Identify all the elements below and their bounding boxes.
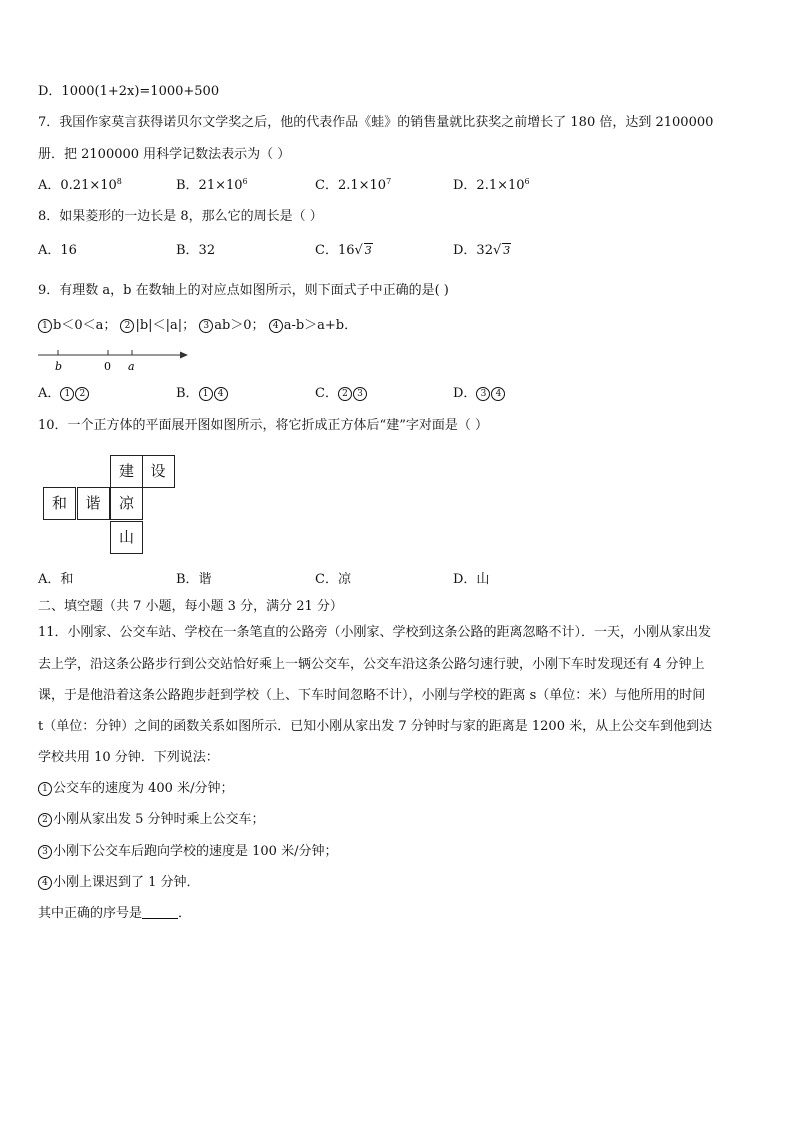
- q11-line1: 11．小刚家、公交车站、学校在一条笔直的公路旁（小刚家、学校到这条公路的距离忽略不计）．一天，小刚从家出发: [38, 625, 712, 640]
- circled-number: 2: [338, 387, 352, 401]
- circled-number: 3: [38, 845, 52, 859]
- q9-stem: 9．有理数 a，b 在数轴上的对应点如图所示，则下面式子中正确的是( ): [38, 283, 449, 298]
- circled-number: 1: [60, 387, 74, 401]
- circled-number: 3: [199, 319, 213, 333]
- circled-number: 4: [269, 319, 283, 333]
- circled-number: 1: [38, 782, 52, 796]
- label-zero: 0: [104, 360, 111, 373]
- q7-options: [38, 177, 758, 195]
- q9-option-a[interactable]: A． 1 2: [38, 385, 90, 403]
- q11-line3: 课，于是他沿着这条公路跑步赶到学校（上、下车时间忽略不计），小刚与学校的距离 s（单位：米）与他所用的时间: [38, 688, 706, 703]
- q11-statement-2: 2 小刚从家出发 5 分钟时乘上公交车；: [38, 811, 265, 829]
- q6-option-d: D．1000(1+2x)=1000+500: [38, 84, 220, 99]
- number-line-arrow: [180, 352, 188, 359]
- q11-line5: 学校共用 10 分钟．下列说法：: [38, 750, 219, 765]
- q11-line4: t（单位：分钟）之间的函数关系如图所示．已知小刚从家出发 7 分钟时与家的距离是 1200 米，从上公交车到他到达: [38, 719, 713, 734]
- q9-option-c[interactable]: C． 2 3: [315, 385, 368, 403]
- q10-option-b[interactable]: B．谐: [176, 572, 212, 587]
- q10-cube-net: [43, 455, 183, 559]
- sqrt-symbol: √: [354, 243, 363, 258]
- label-a: a: [128, 360, 135, 373]
- circled-number: 1: [199, 387, 213, 401]
- net-cell-liang: 凉: [110, 487, 143, 520]
- q8-option-a[interactable]: A．16: [38, 243, 77, 258]
- q9-option-d[interactable]: D． 3 4: [453, 385, 506, 403]
- circled-number: 2: [120, 319, 134, 333]
- q11-statement-4: 4 小刚上课迟到了 1 分钟．: [38, 874, 200, 892]
- q8-option-c[interactable]: C．16√ 3: [315, 243, 372, 258]
- q7-option-d[interactable]: D．$2.1\times 10^6$: [453, 177, 530, 193]
- q10-options: [38, 571, 758, 589]
- q11-line2: 去上学，沿这条公路步行到公交站恰好乘上一辆公交车，公交车沿这条公路匀速行驶，小刚下车时发现还有 4 分钟上: [38, 657, 705, 672]
- circled-number: 3: [353, 387, 367, 401]
- q8-stem: 8．如果菱形的一边长是 8，那么它的周长是（ ）: [38, 209, 323, 224]
- circled-number: 4: [214, 387, 228, 401]
- q9-option-b[interactable]: B． 1 4: [176, 385, 229, 403]
- q11-statement-1: 1 公交车的速度为 400 米/分钟；: [38, 780, 233, 798]
- q10-option-d[interactable]: D．山: [453, 572, 490, 587]
- circled-number: 4: [491, 387, 505, 401]
- q11-statement-3: 3 小刚下公交车后跑向学校的速度是 100 米/分钟；: [38, 843, 337, 861]
- q10-option-c[interactable]: C．凉: [315, 572, 351, 587]
- q9-number-line: [36, 345, 196, 375]
- q10-option-a[interactable]: A．和: [38, 572, 74, 587]
- q8-option-b[interactable]: B．32: [176, 243, 216, 258]
- q8-option-d[interactable]: D．32√ 3: [453, 243, 511, 258]
- q7-option-b[interactable]: B．$21\times 10^6$: [176, 177, 248, 193]
- circled-number: 2: [75, 387, 89, 401]
- net-cell-he: 和: [43, 487, 76, 520]
- q11-answer-line: 其中正确的序号是 ．: [38, 906, 192, 921]
- circled-number: 1: [38, 319, 52, 333]
- sqrt-symbol: √: [492, 243, 502, 258]
- circled-number: 2: [38, 813, 52, 827]
- net-cell-xie: 谐: [77, 487, 110, 520]
- q10-stem: 10．一个正方体的平面展开图如图所示，将它折成正方体后“建”字对面是（ ）: [38, 418, 488, 433]
- circled-number: 4: [38, 876, 52, 890]
- q8-options: [38, 242, 758, 260]
- q9-statements: 1 b＜0＜a； 2 |b|＜|a|； 3 ab＞0； 4 a-b＞a+b．: [38, 317, 357, 335]
- q9-options: [38, 385, 758, 403]
- net-cell-shan: 山: [110, 521, 143, 554]
- answer-blank[interactable]: [142, 906, 178, 919]
- net-cell-she: 设: [142, 455, 175, 488]
- label-b: b: [55, 360, 63, 373]
- q7-option-c[interactable]: C．$2.1\times 10^7$: [315, 177, 392, 193]
- circled-number: 3: [476, 387, 490, 401]
- q7-stem-line1: 7．我国作家莫言获得诺贝尔文学奖之后，他的代表作品《蛙》的销售量就比获奖之前增长了 180 倍，达到 2100000: [38, 115, 714, 130]
- net-cell-jian: 建: [110, 455, 143, 488]
- q7-stem-line2: 册．把 2100000 用科学记数法表示为（ ）: [38, 147, 291, 162]
- q7-option-a[interactable]: A．$0.21\times 10^8$: [38, 177, 122, 193]
- section-2-title: 二、填空题（共 7 小题，每小题 3 分，满分 21 分）: [38, 599, 343, 614]
